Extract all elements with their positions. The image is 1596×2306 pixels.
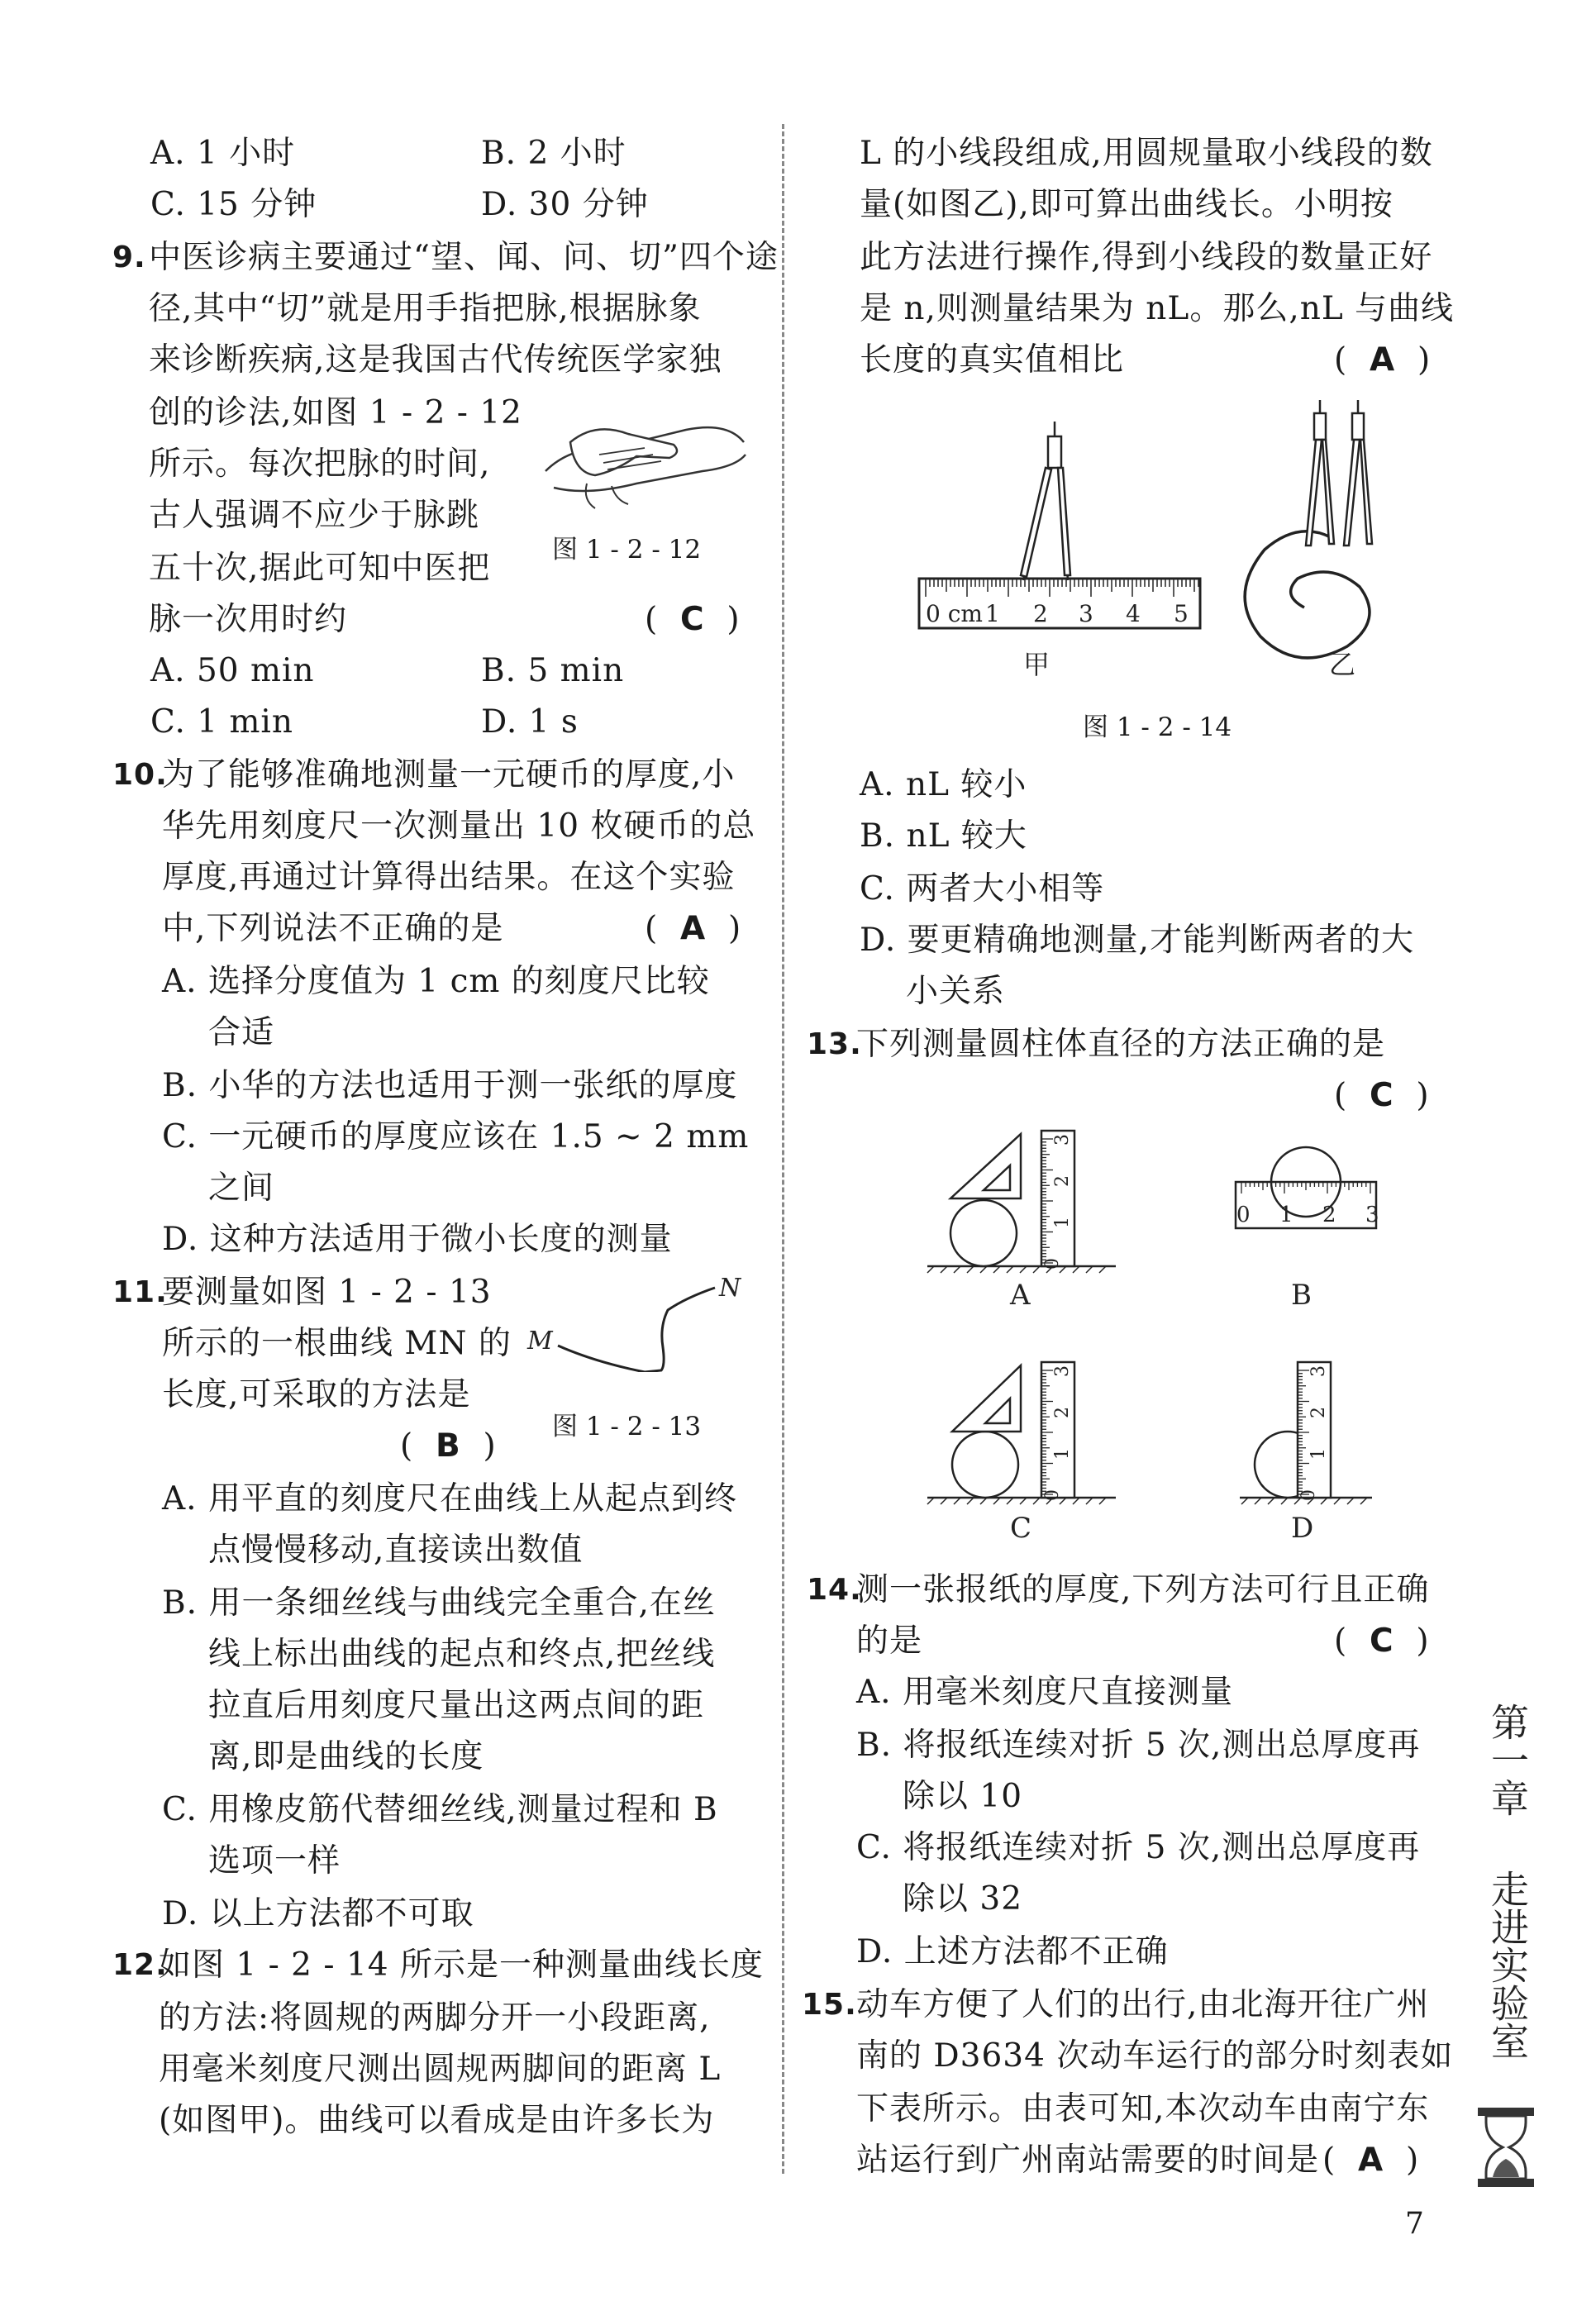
- q11-option-c: C. 用橡皮筋代替细丝线,测量过程和 B: [162, 1791, 718, 1828]
- q10-answer: A: [680, 910, 707, 947]
- q11-line-3: 长度,可采取的方法是: [162, 1376, 471, 1413]
- scale-digit: 1: [1052, 1217, 1073, 1228]
- q12-line-6: 量(如图乙),即可算出曲线长。小明按: [860, 186, 1394, 223]
- q9-option-d: D. 1 s: [481, 703, 579, 741]
- cylinder-measure-figure: [917, 1116, 1380, 1562]
- ruler-label-3: 3: [1079, 600, 1093, 627]
- q14-line-2: 的是: [856, 1622, 923, 1660]
- q14-number: 14.: [807, 1573, 862, 1607]
- q11-option-d: D. 以上方法都不可取: [162, 1895, 474, 1932]
- pulse-taking-figure: [537, 397, 752, 521]
- q8-option-a: A. 1 小时: [150, 135, 296, 172]
- q14-option-a: A. 用毫米刻度尺直接测量: [856, 1674, 1233, 1711]
- figure-caption-1-2-14: 图 1 - 2 - 14: [1083, 712, 1232, 742]
- curve-mn-figure: [521, 1273, 752, 1372]
- hourglass-icon: [1475, 2106, 1537, 2189]
- compass-measure-figure: [909, 388, 1422, 703]
- q12-option-c: C. 两者大小相等: [860, 870, 1105, 908]
- ruler-label-0cm: 0 cm: [926, 600, 983, 627]
- q12-answer: A: [1370, 341, 1396, 379]
- q9-answer-bracket: ( C ): [645, 601, 741, 638]
- ruler-label-4: 4: [1126, 600, 1141, 627]
- chapter-label: [1479, 1703, 1536, 1817]
- q14-option-d: D. 上述方法都不正确: [856, 1933, 1169, 1970]
- q9-line-6: 古人强调不应少于脉跳: [149, 497, 480, 534]
- q13-answer: C: [1370, 1077, 1394, 1114]
- q11-option-b-cont-3: 离,即是曲线的长度: [208, 1738, 484, 1775]
- q9-line-1: 中医诊病主要通过“望、闻、问、切”四个途: [149, 239, 779, 276]
- q9-option-b: B. 5 min: [481, 652, 625, 689]
- q12-line-3: 用毫米刻度尺测出圆规两脚间的距离 L: [159, 2051, 722, 2088]
- q11-line-2: 所示的一根曲线 MN 的: [162, 1325, 512, 1362]
- spiral-curve: [1245, 531, 1370, 658]
- q11-answer: B: [436, 1427, 461, 1465]
- figure-caption-1-2-12: 图 1 - 2 - 12: [552, 535, 702, 565]
- q11-option-b-cont-2: 拉直后用刻度尺量出这两点间的距: [208, 1687, 705, 1724]
- q8-option-d: D. 30 分钟: [481, 186, 649, 223]
- scale-digit: 3: [1052, 1134, 1073, 1146]
- scale-digit: 0: [1236, 1203, 1251, 1227]
- q12-line-7: 此方法进行操作,得到小线段的数量正好: [860, 239, 1433, 276]
- q12-line-1: 如图 1 - 2 - 14 所示是一种测量曲线长度: [159, 1946, 764, 1984]
- curve-label-m: M: [527, 1327, 553, 1355]
- q10-line-2: 华先用刻度尺一次测量出 10 枚硬币的总: [162, 808, 756, 845]
- q12-option-d-cont: 小关系: [906, 973, 1006, 1010]
- q15-number: 15.: [802, 1988, 857, 2022]
- q11-line-1: 要测量如图 1 - 2 - 13: [162, 1274, 492, 1311]
- q15-line-1: 动车方便了人们的出行,由北海开往广州: [856, 1986, 1430, 2023]
- q11-option-a-cont: 点慢慢移动,直接读出数值: [208, 1532, 584, 1569]
- q9-line-3: 来诊断疾病,这是我国古代传统医学家独: [149, 341, 722, 379]
- scale-digit: 3: [1052, 1365, 1073, 1377]
- q14-option-c-cont: 除以 32: [903, 1880, 1023, 1918]
- scale-digit: 3: [1308, 1365, 1329, 1377]
- q11-option-a: A. 用平直的刻度尺在曲线上从起点到终: [162, 1480, 737, 1517]
- q10-option-c: C. 一元硬币的厚度应该在 1.5 ~ 2 mm: [162, 1118, 750, 1155]
- q11-option-b: B. 用一条细丝线与曲线完全重合,在丝: [162, 1584, 716, 1622]
- method-d: [1240, 1362, 1372, 1504]
- q11-answer-bracket: ( B ): [400, 1427, 497, 1465]
- q12-option-a: A. nL 较小: [860, 766, 1027, 803]
- q9-line-4: 创的诊法,如图 1 - 2 - 12: [149, 394, 522, 431]
- q9-option-c: C. 1 min: [150, 703, 294, 741]
- q13-line-1: 下列测量圆柱体直径的方法正确的是: [856, 1026, 1386, 1063]
- column-divider: [782, 124, 784, 2174]
- q8-option-c: C. 15 分钟: [150, 186, 317, 223]
- q10-line-1: 为了能够准确地测量一元硬币的厚度,小: [162, 756, 736, 793]
- q9-line-5: 所示。每次把脉的时间,: [149, 445, 491, 483]
- scale-digit: 2: [1052, 1175, 1073, 1187]
- fig-label-b: B: [1291, 1279, 1312, 1312]
- scale-digit: 0: [1042, 1258, 1063, 1270]
- figure-caption-1-2-13: 图 1 - 2 - 13: [552, 1412, 702, 1441]
- q14-option-b: B. 将报纸连续对折 5 次,测出总厚度再: [856, 1727, 1421, 1764]
- q9-number: 9.: [112, 241, 146, 274]
- q11-option-c-cont: 选项一样: [208, 1842, 341, 1880]
- q9-line-7: 五十次,据此可知中医把: [149, 550, 491, 587]
- q9-line-8: 脉一次用时约: [149, 601, 348, 638]
- q10-option-b: B. 小华的方法也适用于测一张纸的厚度: [162, 1067, 738, 1104]
- scale-digit: 1: [1052, 1448, 1073, 1460]
- chapter-title: [1479, 1870, 1536, 2060]
- fig-label-d: D: [1291, 1512, 1314, 1545]
- q13-answer-bracket: ( C ): [1334, 1077, 1430, 1114]
- q8-option-b: B. 2 小时: [481, 135, 626, 172]
- q15-answer-bracket: ( A ): [1322, 2142, 1420, 2179]
- q12-line-4: (如图甲)。曲线可以看成是由许多长为: [159, 2102, 715, 2139]
- q12-option-d: D. 要更精确地测量,才能判断两者的大: [860, 922, 1415, 959]
- compass-yi: [1306, 400, 1372, 546]
- q12-option-b: B. nL 较大: [860, 817, 1027, 855]
- method-a: [927, 1131, 1116, 1273]
- figure-label-jia: 甲: [1023, 649, 1051, 680]
- page-number: 7: [1405, 2207, 1424, 2241]
- scale-digit: 3: [1365, 1203, 1379, 1227]
- method-c: [927, 1362, 1116, 1504]
- q12-line-2: 的方法:将圆规的两脚分开一小段距离,: [159, 1999, 711, 2037]
- q15-line-4: 站运行到广州南站需要的时间是: [856, 2142, 1320, 2179]
- q14-answer-bracket: ( C ): [1334, 1622, 1430, 1660]
- q15-line-3: 下表所示。由表可知,本次动车由南宁东: [856, 2090, 1430, 2127]
- ruler-label-5: 5: [1174, 600, 1189, 627]
- scale-digit: 2: [1308, 1407, 1329, 1418]
- q12-line-9: 长度的真实值相比: [860, 341, 1125, 379]
- q12-line-5: L 的小线段组成,用圆规量取小线段的数: [860, 135, 1433, 172]
- q10-option-a-cont: 合适: [208, 1014, 275, 1051]
- q10-answer-bracket: ( A ): [645, 910, 742, 947]
- q14-answer: C: [1370, 1622, 1394, 1660]
- q12-answer-bracket: ( A ): [1334, 341, 1432, 379]
- q15-answer: A: [1358, 2142, 1384, 2179]
- scale-digit: 1: [1279, 1203, 1293, 1227]
- scale-digit: 1: [1308, 1448, 1329, 1460]
- scale-digit: 2: [1052, 1407, 1073, 1418]
- chapter-number: 第一章: [1485, 1703, 1530, 1817]
- q13-number: 13.: [807, 1027, 862, 1061]
- scale-digit: 0: [1042, 1489, 1063, 1501]
- q15-line-2: 南的 D3634 次动车运行的部分时刻表如: [856, 2037, 1454, 2075]
- q10-option-c-cont: 之间: [208, 1170, 275, 1207]
- q12-line-8: 是 n,则测量结果为 nL。那么,nL 与曲线: [860, 290, 1455, 327]
- q9-option-a: A. 50 min: [150, 652, 315, 689]
- chapter-title-text: 走进实验室: [1485, 1870, 1530, 2060]
- curve-label-n: N: [719, 1274, 741, 1303]
- q12-number: 12.: [112, 1948, 168, 1982]
- q11-option-b-cont-1: 线上标出曲线的起点和终点,把丝线: [208, 1636, 716, 1673]
- q10-option-a: A. 选择分度值为 1 cm 的刻度尺比较: [162, 963, 710, 1000]
- ruler-label-2: 2: [1033, 600, 1048, 627]
- q10-line-3: 厚度,再通过计算得出结果。在这个实验: [162, 859, 736, 896]
- fig-label-a: A: [1010, 1279, 1031, 1312]
- q9-line-2: 径,其中“切”就是用手指把脉,根据脉象: [149, 290, 702, 327]
- q14-line-1: 测一张报纸的厚度,下列方法可行且正确: [856, 1571, 1430, 1608]
- q10-option-d: D. 这种方法适用于微小长度的测量: [162, 1221, 673, 1258]
- fig-label-c: C: [1010, 1512, 1032, 1545]
- q10-line-4: 中,下列说法不正确的是: [162, 910, 504, 947]
- figure-label-yi: 乙: [1329, 649, 1356, 680]
- q9-answer: C: [680, 601, 705, 638]
- ruler-label-1: 1: [985, 600, 1000, 627]
- scale-digit: 2: [1322, 1203, 1336, 1227]
- q14-option-c: C. 将报纸连续对折 5 次,测出总厚度再: [856, 1829, 1421, 1866]
- compass-jia: [1021, 422, 1070, 580]
- q11-number: 11.: [112, 1275, 168, 1309]
- q10-number: 10.: [112, 758, 168, 792]
- q14-option-b-cont: 除以 10: [903, 1778, 1023, 1815]
- scale-digit: 0: [1298, 1489, 1319, 1501]
